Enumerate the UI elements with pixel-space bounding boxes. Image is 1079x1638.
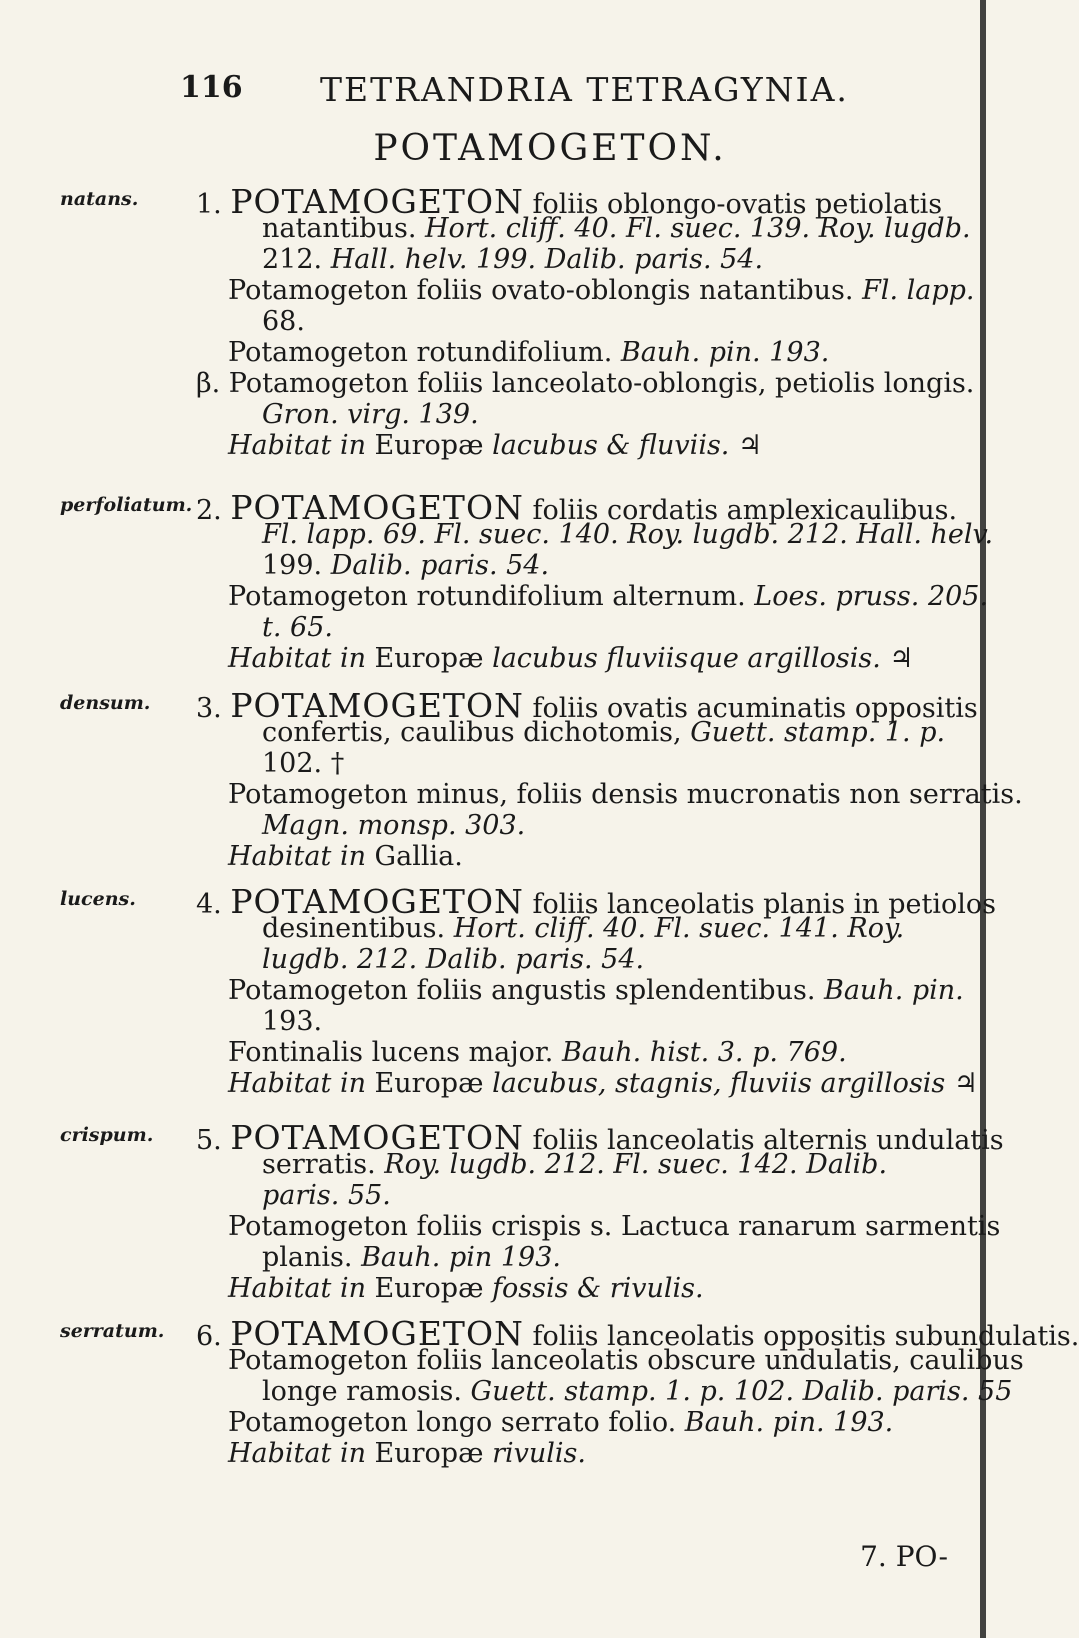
- entry-line: 212. Hall. helv. 199. Dalib. paris. 54.: [262, 244, 764, 275]
- entry-line: Potamogeton foliis ovato-oblongis natantibus. Fl. lapp.: [228, 275, 975, 306]
- species-epithet-label: natans.: [60, 188, 139, 210]
- species-entry-line: 6. POTAMOGETON foliis lanceolatis oppositis subundulatis.: [196, 1314, 1079, 1353]
- entry-line: confertis, caulibus dichotomis, Guett. stamp. 1. p.: [262, 717, 946, 748]
- entry-line: t. 65.: [262, 612, 333, 643]
- entry-line: Potamogeton foliis crispis s. Lactuca ranarum sarmentis: [228, 1211, 1001, 1242]
- entry-line: Habitat in Europæ lacubus, stagnis, fluviis argillosis ♃: [228, 1068, 979, 1099]
- entry-line: Potamogeton longo serrato folio. Bauh. pin. 193.: [228, 1407, 894, 1438]
- species-epithet-label: crispum.: [60, 1124, 154, 1146]
- entry-line: Magn. monsp. 303.: [262, 810, 526, 841]
- entry-line: 193.: [262, 1006, 323, 1037]
- species-epithet-label: perfoliatum.: [60, 494, 193, 516]
- entry-line: Habitat in Europæ rivulis.: [228, 1438, 586, 1469]
- entry-line: Potamogeton foliis angustis splendentibus. Bauh. pin.: [228, 975, 964, 1006]
- species-entry-line: 4. POTAMOGETON foliis lanceolatis planis in petiolos: [196, 882, 997, 921]
- species-entry-line: 5. POTAMOGETON foliis lanceolatis alternis undulatis: [196, 1118, 1004, 1157]
- species-entry-line: 2. POTAMOGETON foliis cordatis amplexicaulibus.: [196, 488, 958, 527]
- entry-line: Potamogeton rotundifolium. Bauh. pin. 193.: [228, 337, 830, 368]
- entry-line: Gron. virg. 139.: [262, 399, 479, 430]
- entry-line: Fontinalis lucens major. Bauh. hist. 3. p. 769.: [228, 1037, 847, 1068]
- entry-line: Habitat in Europæ lacubus fluviisque argillosis. ♃: [228, 643, 914, 674]
- species-epithet-label: lucens.: [60, 888, 136, 910]
- species-epithet-label: serratum.: [60, 1320, 165, 1342]
- genus-heading: POTAMOGETON.: [373, 128, 727, 169]
- page-number: 116: [180, 70, 243, 105]
- entry-line: natantibus. Hort. cliff. 40. Fl. suec. 139. Roy. lugdb.: [262, 213, 971, 244]
- entry-line: 102. †: [262, 748, 345, 779]
- entry-line: 68.: [262, 306, 305, 337]
- entry-line: longe ramosis. Guett. stamp. 1. p. 102. Dalib. paris. 55: [262, 1376, 1013, 1407]
- entry-line: Potamogeton foliis lanceolatis obscure undulatis, caulibus: [228, 1345, 1024, 1376]
- catchword: 7. PO-: [860, 1540, 948, 1573]
- entry-line: Potamogeton minus, foliis densis mucronatis non serratis.: [228, 779, 1023, 810]
- species-entry-line: 3. POTAMOGETON foliis ovatis acuminatis oppositis: [196, 686, 978, 725]
- page-header: [180, 70, 900, 120]
- entry-line: Habitat in Gallia.: [228, 841, 463, 872]
- entry-line: serratis. Roy. lugdb. 212. Fl. suec. 142. Dalib.: [262, 1149, 888, 1180]
- entry-line: paris. 55.: [262, 1180, 391, 1211]
- entry-line: 199. Dalib. paris. 54.: [262, 550, 550, 581]
- species-epithet-label: densum.: [60, 692, 151, 714]
- entry-line: planis. Bauh. pin 193.: [262, 1242, 561, 1273]
- entry-line: Potamogeton rotundifolium alternum. Loes. pruss. 205.: [228, 581, 989, 612]
- entry-line: Fl. lapp. 69. Fl. suec. 140. Roy. lugdb. 212. Hall. helv.: [262, 519, 994, 550]
- species-entry-line: 1. POTAMOGETON foliis oblongo-ovatis petiolatis: [196, 182, 943, 221]
- entry-line: lugdb. 212. Dalib. paris. 54.: [262, 944, 645, 975]
- entry-line: desinentibus. Hort. cliff. 40. Fl. suec. 141. Roy.: [262, 913, 905, 944]
- running-title: TETRANDRIA TETRAGYNIA.: [320, 70, 849, 109]
- entry-line: β. Potamogeton foliis lanceolato-oblongis, petiolis longis.: [196, 368, 975, 399]
- entry-line: Habitat in Europæ fossis & rivulis.: [228, 1273, 704, 1304]
- entry-line: Habitat in Europæ lacubus & fluviis. ♃: [228, 430, 763, 461]
